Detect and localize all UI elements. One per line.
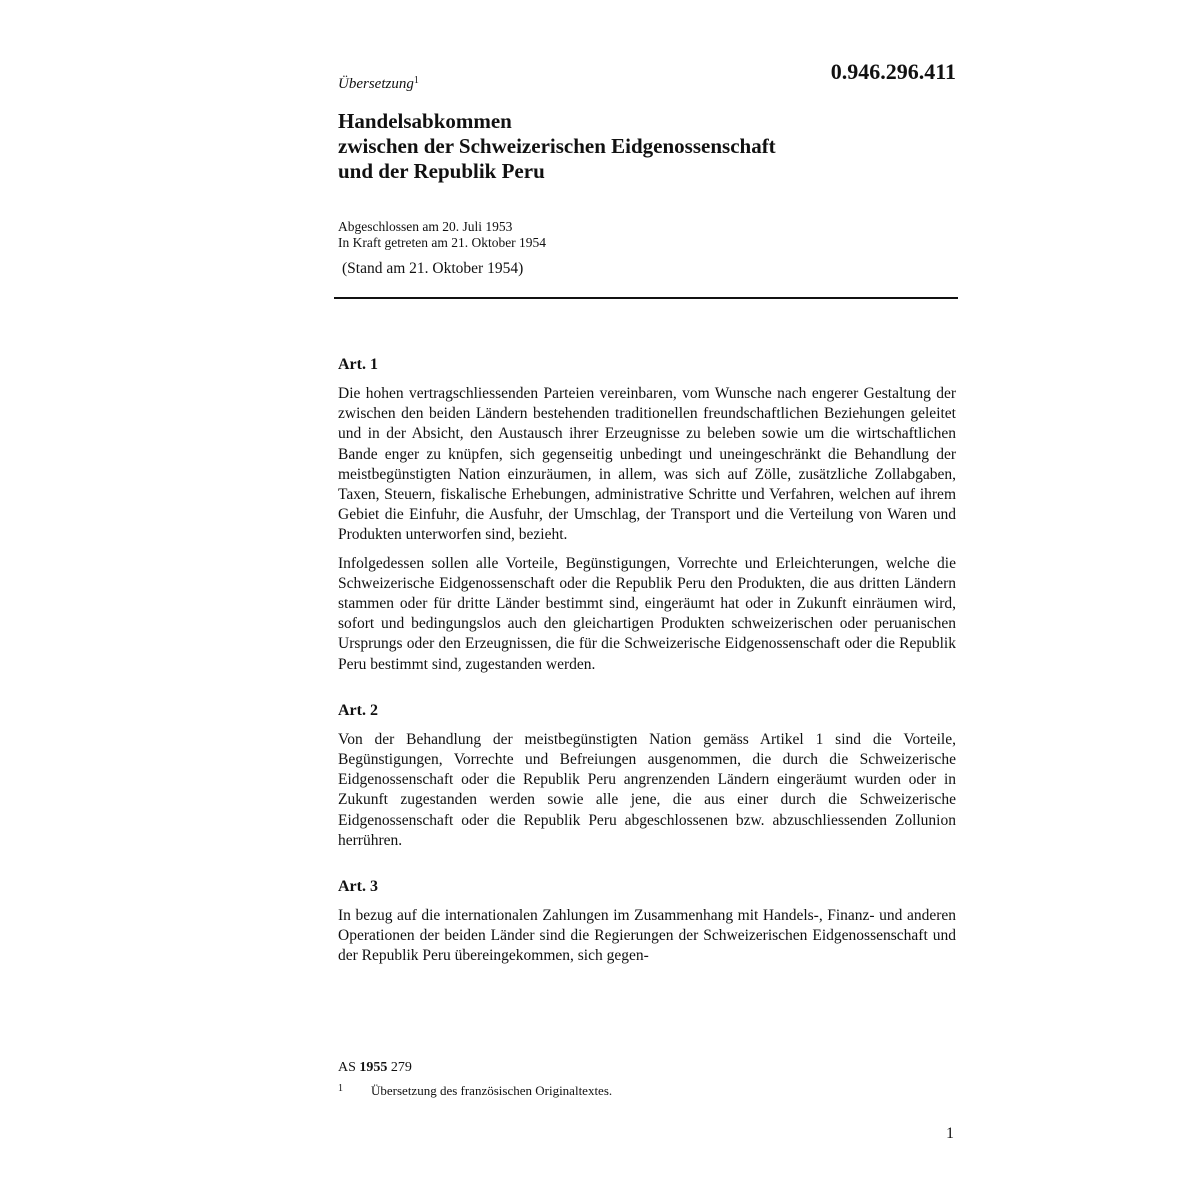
article-heading: Art. 1 — [338, 356, 378, 373]
article-2 — [338, 701, 956, 851]
status-date: (Stand am 21. Oktober 1954) — [342, 260, 524, 277]
document-title — [338, 109, 958, 184]
article-paragraph: In bezug auf die internationalen Zahlungen im Zusammenhang mit Handels-, Finanz- und anderen Operationen der beiden Länder sind die Regierungen der Schweizerischen Eidgenossenschaft und der Republik Peru übereingekommen, sich gegen- — [338, 907, 956, 965]
as-prefix: AS — [338, 1060, 356, 1075]
as-page: 279 — [390, 1060, 412, 1075]
article-3 — [338, 877, 956, 967]
article-paragraph: Die hohen vertragschliessenden Parteien vereinbaren, vom Wunsche nach engerer Gestaltung der zwischen den beiden Ländern bestehenden traditionellen freundschaftlichen Beziehungen geleitet und in der Absicht, den Austausch ihrer Erzeugnisse zu beleben sowie um die wirtschaftlichen Bande enger zu knüpfen, sich gegenseitig unbedingt und uneingeschränkt die Behandlung der meistbegünstigten Nation einzuräumen, in allem, was sich auf Zölle, zusätzliche Zollabgaben, Taxen, Steuern, fiskalische Erhebungen, administrative Schritte und Verfahren, welchen auf ihrem Gebiet die Einfuhr, die Ausfuhr, der Umschlag, der Transport und die Verteilung von Waren und Produkten unterworfen sind, bezieht. — [338, 385, 956, 544]
article-1 — [338, 355, 956, 675]
translation-footnote-ref[interactable]: 1 — [413, 75, 419, 86]
footnote-1 — [338, 1080, 956, 1100]
concluded-date: Abgeschlossen am 20. Juli 1953 — [338, 219, 513, 234]
in-force-date: In Kraft getreten am 21. Oktober 1954 — [338, 235, 547, 250]
title-line-1: Handelsabkommen — [338, 109, 512, 133]
document-meta — [338, 219, 546, 251]
footnotes — [338, 1059, 956, 1100]
footnote-text: Übersetzung des französischen Originaltextes. — [371, 1083, 613, 1098]
page-number: 1 — [946, 1125, 954, 1142]
translation-label — [338, 74, 419, 94]
article-paragraph: Infolgedessen sollen alle Vorteile, Begünstigungen, Vorrechte und Erleichterungen, welche die Schweizerische Eidgenossenschaft oder die Republik Peru den Produkten, die aus dritten Ländern stammen oder für dritte Länder bestimmt sind, eingeräumt hat oder in Zukunft einräumen wird, sofort und bedingungslos auch den gleichartigen Produkten schweizerischen oder peruanischen Ursprungs oder den Erzeugnissen, die für die Schweizerische Eidgenossenschaft oder die Republik Peru bestimmt sind, zugestanden werden. — [338, 554, 956, 673]
footnote-number: 1 — [338, 1083, 343, 1094]
article-heading: Art. 2 — [338, 701, 378, 719]
article-paragraph: Von der Behandlung der meistbegünstigten Nation gemäss Artikel 1 sind die Vorteile, Begünstigungen, Vorrechte und Befreiungen ausgenommen, die durch die Schweizerische Eidgenossenschaft oder die Republik Peru angrenzenden Ländern eingeräumt wurden oder in Zukunft zugestanden werden sowie alle jene, die aus einer durch die Schweizerische Eidgenossenschaft oder die Republik Peru abgeschlossenen bzw. abzuschliessenden Zollunion herrühren. — [338, 730, 956, 849]
as-reference — [338, 1059, 956, 1077]
document-body — [338, 355, 956, 975]
article-heading: Art. 3 — [338, 878, 378, 896]
header-divider — [334, 297, 958, 299]
title-line-2: zwischen der Schweizerischen Eidgenossenschaft — [338, 134, 776, 158]
as-year: 1955 — [359, 1060, 388, 1075]
title-line-3: und der Republik Peru — [338, 159, 545, 183]
translation-label-text: Übersetzung — [338, 76, 414, 92]
sr-number: 0.946.296.411 — [830, 59, 956, 84]
